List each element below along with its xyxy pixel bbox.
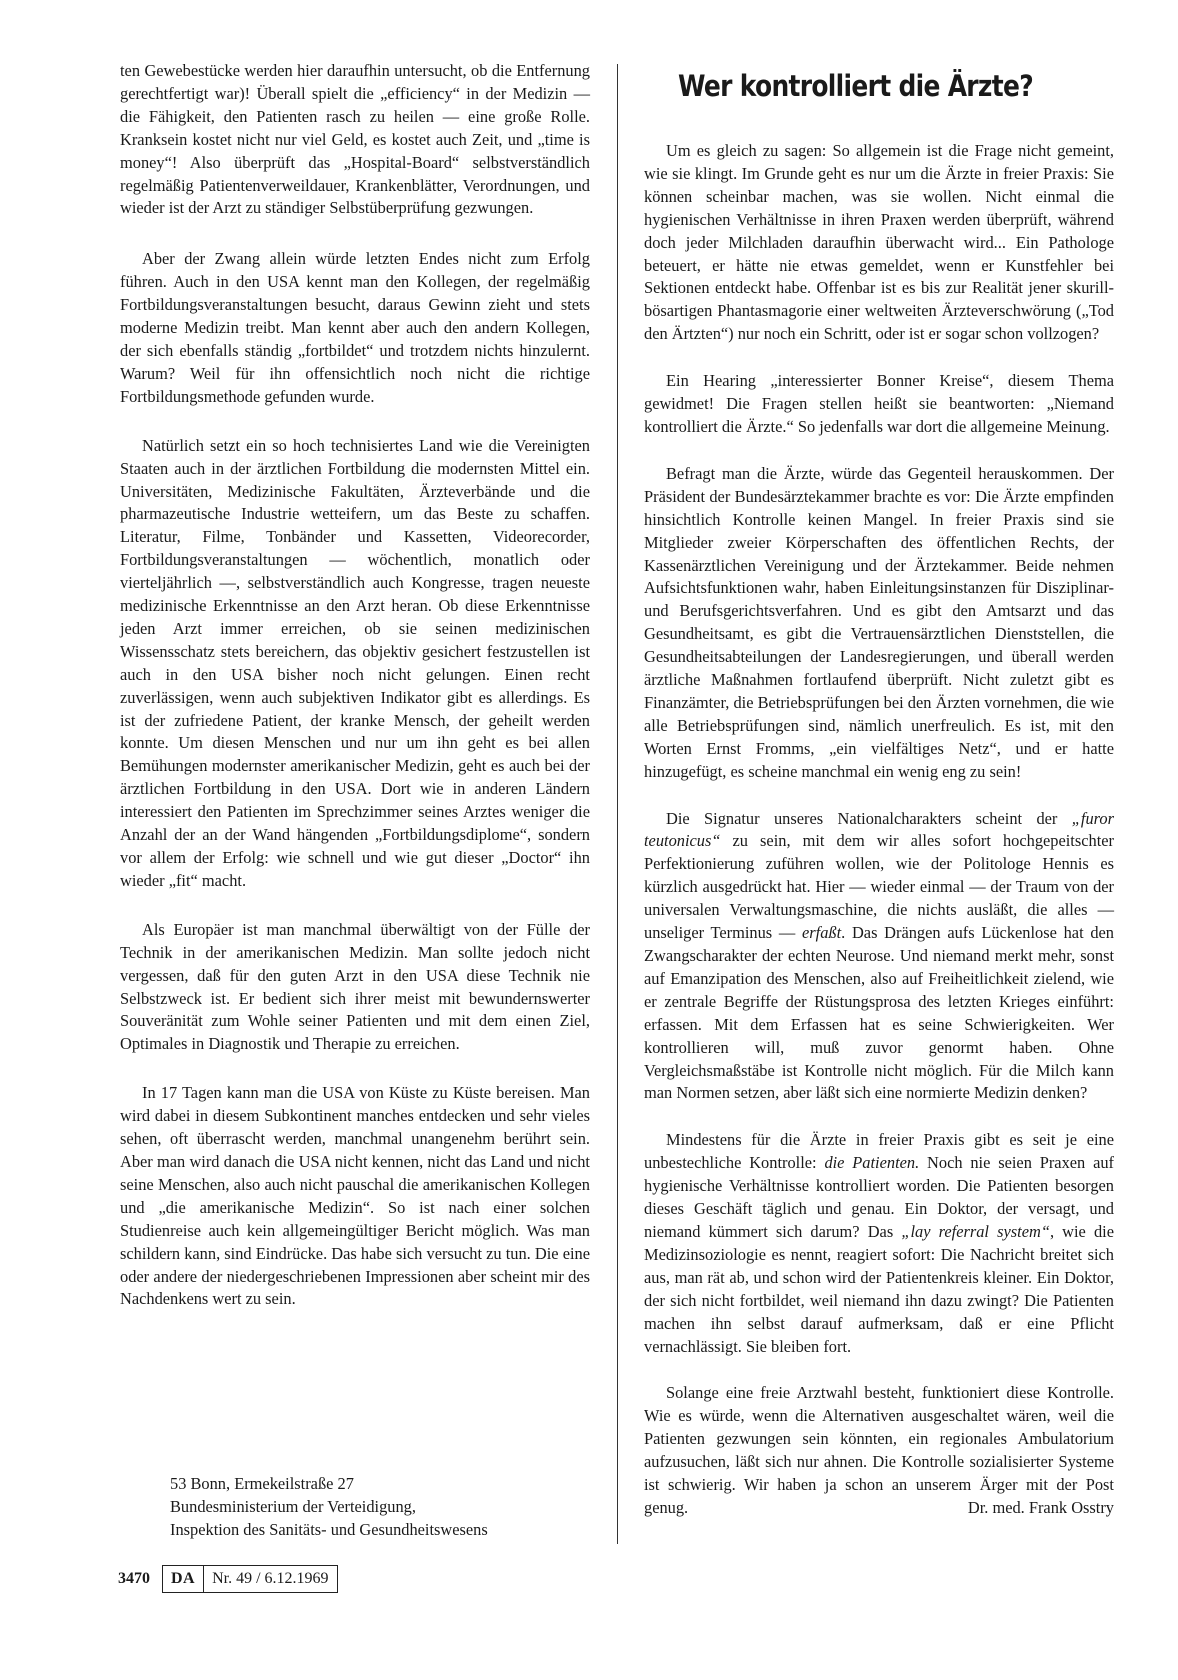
left-paragraph-3: Natürlich setzt ein so hoch technisiertes Land wie die Vereinigten Staaten auch in der ärztlichen Fortbildung die modernsten Mittel ein. Universitäten, Medizinische Fakultäten, Ärzteverbände und die pharmazeutische Industrie wetteifern, um das Beste zu schaffen. Literatur, Filme, Tonbänder und Kassetten, Videorecorder, Fortbildungsveranstaltungen — wöchentlich, monatlich oder vierteljährlich —, selbstverständlich auch Kongresse, tragen neueste medizinische Erkenntnisse an den Arzt heran. Ob diese Erkenntnisse jeden Arzt immer erreichen, ob sie seinen medizinischen Wissensschatz stets bereichern, das objektiv gesichert festzustellen ist auch in den USA bisher noch nicht gelungen. Einen recht zuverlässigen, wenn auch subjektiven Indikator gibt es allerdings. Es ist der zufriedene Patient, der kranke Mensch, der geheilt werden konnte. Um diesen Menschen und nur um ihn geht es bei allen Bemühungen modernster amerikanischer Medizin, geht es auch bei der ärztlichen Fortbildung in den USA. Dort wie in anderen Ländern interessiert den Patienten im Sprechzimmer seines Arztes weniger die Anzahl der an der Wand hängenden „Fortbildungsdiplome“, sondern vor allem der Erfolg: wie schnell und wie gut dieser „Doctor“ ihn wieder „fit“ macht. [120, 435, 590, 890]
right-paragraph-4 [644, 808, 1114, 1106]
p4-text-a: Die Signatur unseres Nationalcharakters scheint der [666, 808, 1072, 828]
right-paragraph-6 [644, 1382, 1114, 1519]
page-footer [118, 1564, 338, 1594]
left-paragraph-1: ten Gewebestücke werden hier daraufhin untersucht, ob die Entfernung gerechtfertigt war)! Überall spielt die „efficiency“ in der Medizin — die Fähigkeit, den Patienten rasch zu heilen — eine große Rolle. Kranksein kostet nicht nur viel Geld, es kostet auch Zeit, und „time is money“! Also überprüft das „Hospital-Board“ selbstverständlich regelmäßig Patientenverweildauer, Krankenblätter, Verordnungen, und wieder ist der Arzt zu ständiger Selbstüberprüfung gezwungen. [120, 61, 590, 218]
page-number: 3470 [118, 1570, 150, 1587]
p4-italic-furor: „furor teutonicus“ [644, 808, 1114, 851]
p5-italic-lay-referral: „lay referral system“ [901, 1221, 1050, 1241]
p5-text-a: Mindestens für die Ärzte in freier Praxis gibt es seit je eine unbestechliche Kontrolle: [644, 1130, 1114, 1173]
issue-label: Nr. 49 / 6.12.1969 [212, 1570, 329, 1587]
right-paragraph-3: Befragt man die Ärzte, würde das Gegenteil herauskommen. Der Präsident der Bundesärztekammer brachte es vor: Die Ärzte empfinden hinsichtlich Kontrolle keinen Mangel. In freier Praxis sind sie Mitglieder zweier Körperschaften des öffentlichen Rechts, der Kassenärztlichen Vereinigung und der Ärztekammer. Beide nehmen Aufsichtsfunktionen wahr, haben Einleitungsinstanzen für Disziplinar- und Berufsgerichtsverfahren. Und es gibt den Amtsarzt und das Gesundheitsamt, es gibt die Vertrauensärztlichen Dienststellen, die Gesundheitsabteilungen der Landesregierungen, und überall werden ärztliche Maßnahmen fortlaufend überprüft. Nicht zuletzt gibt es Finanzämter, die Betriebsprüfungen bei den Ärzten vornehmen, die wie alle Betriebsprüfungen sind, nämlich unerfreulich. Es ist, mit den Worten Ernst Fromms, „ein vielfältiges Netz“, und er hatte hinzugefügt, es scheine manchmal ein wenig eng zu sein! [644, 463, 1114, 781]
right-paragraph-5 [644, 1129, 1114, 1358]
right-column [644, 66, 1114, 1544]
p5-text-c: Noch nie seien Praxen auf hygienische Verhältnisse kontrolliert worden. Die Patienten besorgen dieses Geschäft täglich und genau. Ein Doktor, der versagt, und niemand kümmert sich darum? Das [644, 1153, 1115, 1241]
left-column [120, 60, 590, 1337]
p5-italic-patienten: die Patienten. [824, 1153, 920, 1173]
column-divider [617, 64, 618, 1544]
p5-text-e: , wie die Medizinsoziologie es nennt, reagiert sofort: Die Nachricht breitet sich aus, man rät ab, und schon wird der Patientenkreis kleiner. Ein Doktor, der sich nicht fortbildet, weil niemand ihn dazu zwingt? Die Patienten machen ihn selbst darauf aufmerksam, daß er eine Pflicht vernachlässigt. Sie bleiben fort. [644, 1221, 1114, 1356]
headline-wrap [644, 66, 1114, 106]
right-paragraph-1: Um es gleich zu sagen: So allgemein ist die Frage nicht gemeint, wie sie klingt. Im Grunde geht es nur um die Ärzte in freier Praxis: Sie können scheinbar machen, was sie wollen. Nicht einmal die hygienischen Verhältnisse in ihren Praxen werden überprüft, während doch jeder Milchladen daraufhin überwacht wird... Ein Pathologe beteuert, er hätte nie etwas gemeldet, wenn er Kunstfehler bei Sektionen entdeckt habe. Offenbar ist es bis zur Realität jener skurill-bösartigen Phantasmagorie einer weltweiten Ärzteverschwörung („Tod den Ärtzten“) nur noch ein Schritt, oder ist er sogar schon vollzogen? [644, 141, 1114, 344]
journal-logo: DA [163, 1566, 204, 1592]
p4-italic-erfasst: erfaßt [802, 923, 842, 943]
article-headline: Wer kontrolliert die Ärzte? [678, 69, 1033, 103]
address-line-2: Bundesministerium der Verteidigung, [170, 1497, 416, 1516]
address-line-3: Inspektion des Sanitäts- und Gesundheitswesens [170, 1520, 488, 1539]
left-paragraph-4: Als Europäer ist man manchmal überwältigt von der Fülle der Technik in der amerikanischen Medizin. Man sollte jedoch nicht vergessen, daß für den guten Arzt in den USA diese Technik nie Selbstzweck ist. Er bedient sich ihrer meist mit bewundernswerter Souveränität zum Wohle seiner Patienten und mit dem einen Ziel, Optimales in Diagnostik und Therapie zu erreichen. [120, 919, 590, 1054]
p4-text-c: zu sein, mit dem wir alles sofort hochgepeitschter Perfektionierung zuführen wollen, wie der Politologe Hennis es kürzlich ausgedrückt hat. Hier — wieder einmal — der Traum von der universalen Verwaltungsmaschine, die nichts ausläßt, die alles — unseliger Terminus — [644, 831, 1114, 943]
journal-box [162, 1565, 338, 1593]
right-paragraph-2: Ein Hearing „interessierter Bonner Kreise“, diesem Thema gewidmet! Die Fragen stellen heißt sie beantworten: „Niemand kontrolliert die Ärzte.“ So jedenfalls war dort die allgemeine Meinung. [644, 371, 1114, 436]
p6-text: Solange eine freie Arztwahl besteht, funktioniert diese Kontrolle. Wie es würde, wenn die Alternativen ausgeschaltet wären, weil die Patienten gezwungen sein könnten, ein regionales Ambulatorium aufzusuchen, läßt sich nur ahnen. Die Kontrolle sozialisierter Systeme ist schwierig. Wir haben ja schon an unserem Ärger mit der Post genug. [644, 1383, 1114, 1517]
left-paragraph-5: In 17 Tagen kann man die USA von Küste zu Küste bereisen. Man wird dabei in diesem Subkontinent manches entdecken und sehr vieles sehen, oft überrascht werden, manchmal unangenehm berührt sein. Aber man wird danach die USA nicht kennen, nicht das Land und nicht seine Menschen, also auch nicht pauschal die amerikanischen Kollegen und „die amerikanische Medizin“. So ist nach einer solchen Studienreise auch kein allgemeingültiger Bericht möglich. Was man schildern kann, sind Eindrücke. Das habe sich versucht zu tun. Die eine oder andere der niedergeschriebenen Impressionen aber scheint mir des Nachdenkens wert zu sein. [120, 1083, 590, 1309]
author-signature: Dr. med. Frank Osstry [967, 1497, 1114, 1517]
left-paragraph-2: Aber der Zwang allein würde letzten Endes nicht zum Erfolg führen. Auch in den USA kennt man den Kollegen, der regelmäßig Fortbildungsveranstaltungen besucht, daraus Gewinn zieht und stets moderne Medizin treibt. Man kennt aber auch den andern Kollegen, der sich ebenfalls ständig „fortbildet“ und trotzdem nichts hinzulernt. Warum? Weil für ihn offensichtlich noch nicht die richtige Fortbildungsmethode gefunden wurde. [120, 249, 590, 406]
p4-text-e: . Das Drängen aufs Lückenlose hat den Zwangscharakter der echten Neurose. Und niemand merkt mehr, sonst auf Emanzipation des Menschen, also auf Freiheitlichkeit zielend, wie er zentrale Begriffe der Rüstungsprosa des letzten Krieges einführt: erfassen. Mit dem Erfassen hat es seine Schwierigkeiten. Wer kontrollieren will, muß zuvor genormt haben. Ohne Vergleichsmaßstäbe ist Kontrolle nicht möglich. Für die Milch kann man Normen setzen, aber läßt sich eine normierte Medizin denken? [644, 923, 1115, 1103]
address-line-1: 53 Bonn, Ermekeilstraße 27 [170, 1474, 354, 1493]
author-address [170, 1472, 610, 1541]
